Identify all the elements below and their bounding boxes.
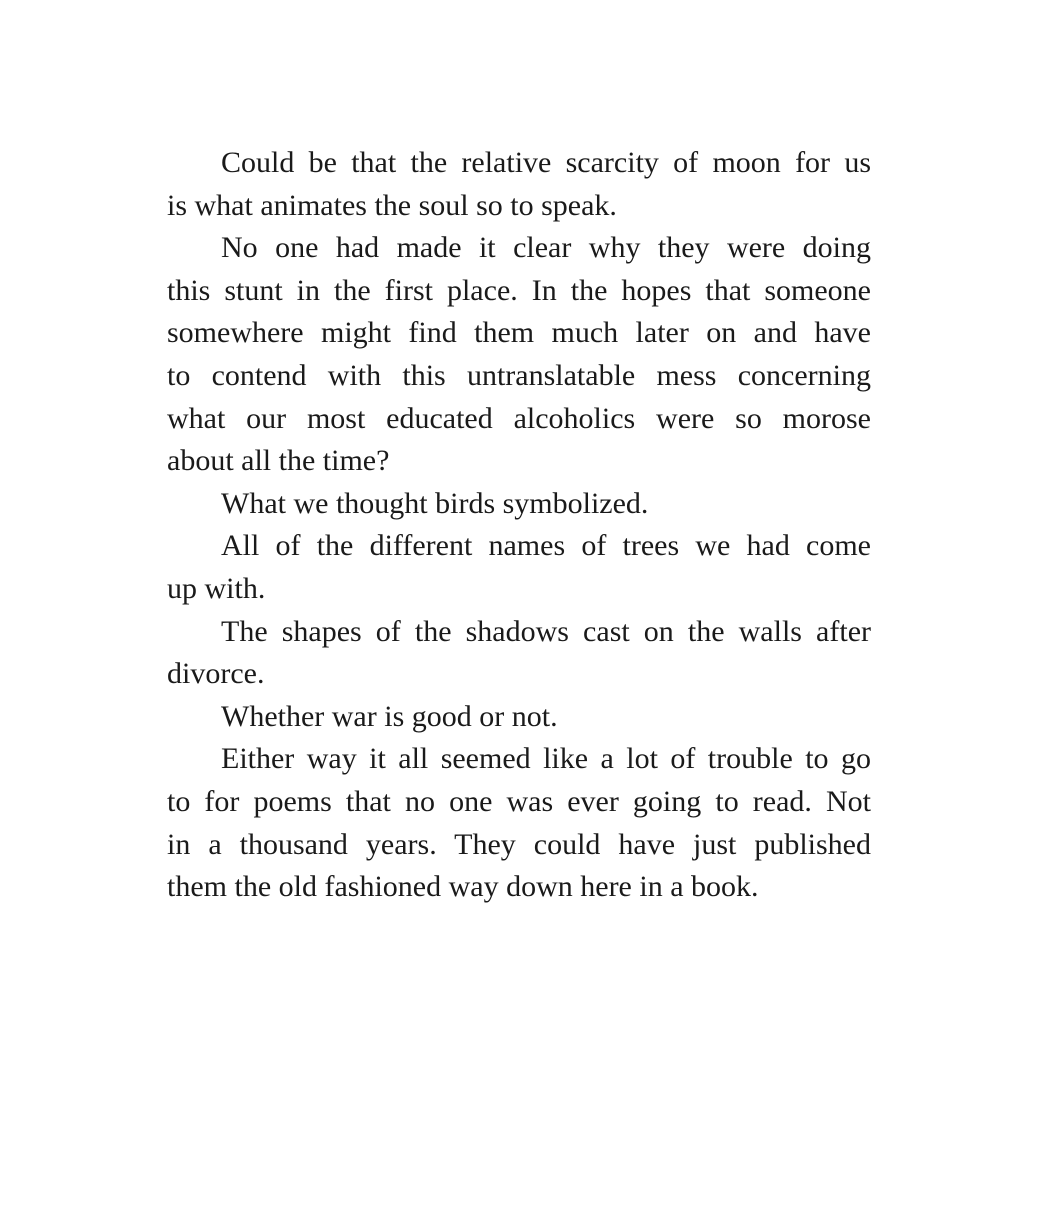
page-text <box>167 142 871 909</box>
text-line: to contend with this untranslatable mess concerning <box>167 358 871 392</box>
text-line: Either way it all seemed like a lot of trouble to go <box>221 742 871 776</box>
text-line: what our most educated alcoholics were so morose <box>167 401 871 435</box>
paragraph <box>167 483 871 526</box>
text-line: to for poems that no one was ever going to read. Not <box>167 784 871 818</box>
text-line: up with. <box>167 571 266 605</box>
text-line: What we thought birds symbolized. <box>221 486 649 520</box>
paragraph <box>167 738 871 908</box>
text-line: No one had made it clear why they were doing <box>221 231 871 265</box>
paragraph <box>167 696 871 739</box>
text-line: somewhere might find them much later on and have <box>167 316 871 350</box>
text-line: in a thousand years. They could have just published <box>167 827 871 861</box>
text-line: Could be that the relative scarcity of moon for us <box>221 146 871 179</box>
text-line: them the old fashioned way down here in a book. <box>167 870 759 904</box>
text-line: All of the different names of trees we had come <box>221 529 871 563</box>
paragraph <box>167 611 871 696</box>
text-line: The shapes of the shadows cast on the walls after <box>221 614 871 648</box>
text-line: about all the time? <box>167 444 390 478</box>
text-line: is what animates the soul so to speak. <box>167 188 617 222</box>
text-line: this stunt in the first place. In the hopes that someone <box>167 273 871 307</box>
paragraph <box>167 142 871 227</box>
paragraph <box>167 525 871 610</box>
paragraph <box>167 227 871 483</box>
text-line: divorce. <box>167 657 265 691</box>
text-line: Whether war is good or not. <box>221 699 558 733</box>
